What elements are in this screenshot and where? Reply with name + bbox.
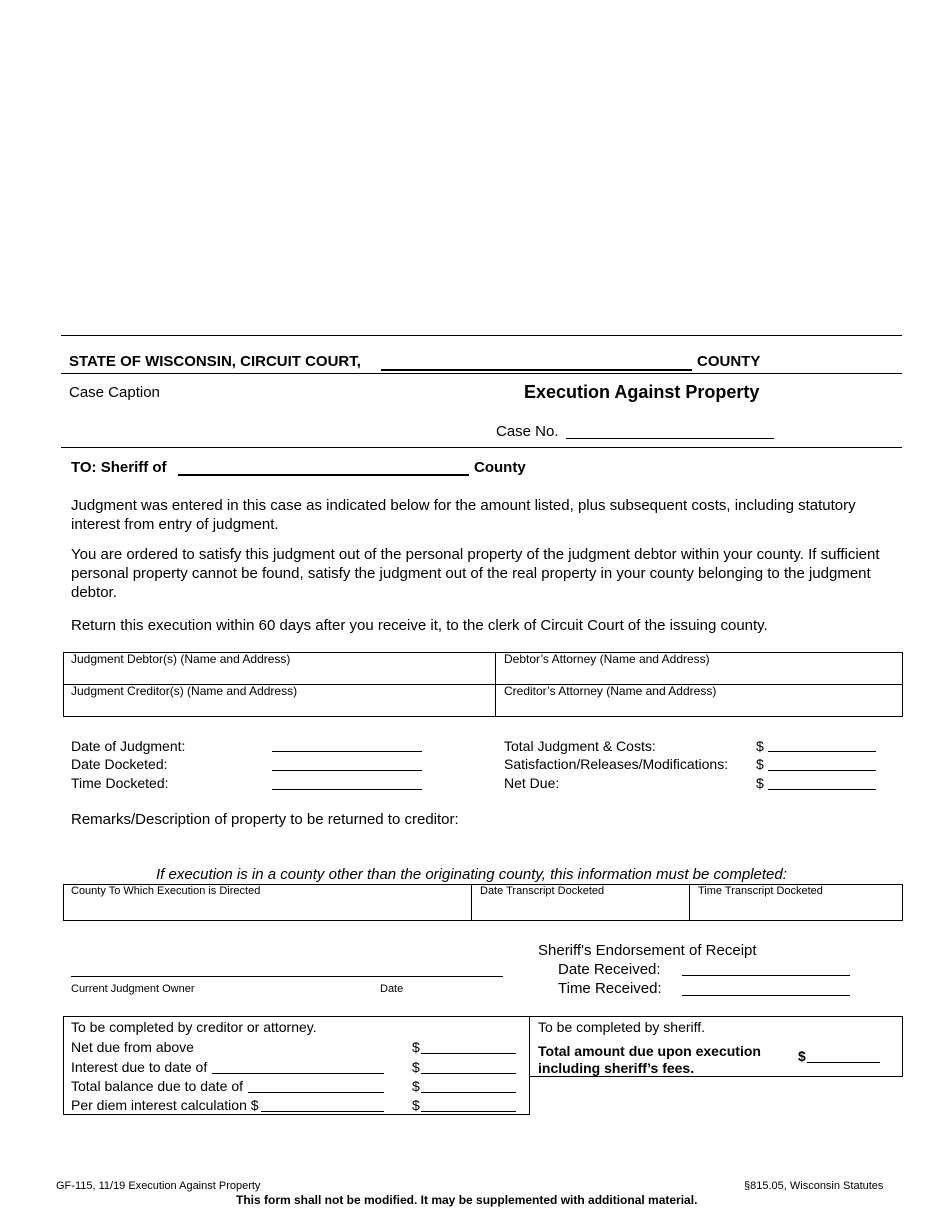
form-id: GF-115, 11/19 Execution Against Property: [56, 1180, 261, 1192]
modification-notice: This form shall not be modified. It may be supplemented with additional material.: [236, 1193, 698, 1207]
per-diem-rate-field[interactable]: [261, 1111, 384, 1112]
per-diem-label: Per diem interest calculation $: [71, 1097, 259, 1113]
total-judgment-label: Total Judgment & Costs:: [504, 738, 656, 754]
other-county-divider-2: [689, 884, 690, 921]
satisfaction-label: Satisfaction/Releases/Modifications:: [504, 756, 729, 772]
other-county-divider-1: [471, 884, 472, 921]
owner-date-label: Date: [380, 983, 404, 995]
interest-due-dollar: $: [412, 1059, 420, 1075]
date-transcript-field[interactable]: Date Transcript Docketed: [480, 885, 605, 897]
header-rule-3: [61, 447, 902, 448]
return-paragraph: Return this execution within 60 days after you receive it, to the clerk of Circuit Court of the issuing county.: [71, 617, 768, 634]
total-balance-dollar: $: [412, 1078, 420, 1094]
sheriff-total-label-1: Total amount due upon execution: [538, 1043, 761, 1059]
header-rule-2: [61, 373, 902, 374]
date-received-label: Date Received:: [558, 961, 661, 978]
debtor-attorney-field[interactable]: Debtor’s Attorney (Name and Address): [504, 652, 710, 666]
remarks-label: Remarks/Description of property to be returned to creditor:: [71, 811, 459, 828]
judgment-paragraph: Judgment was entered in this case as indicated below for the amount listed, plus subsequent costs, including statutory interest from entry of judgment.: [71, 497, 856, 533]
county-directed-field[interactable]: County To Which Execution is Directed: [71, 885, 261, 897]
total-judgment-field[interactable]: [768, 751, 876, 752]
satisfaction-dollar: $: [756, 756, 764, 772]
date-docketed-label: Date Docketed:: [71, 756, 168, 772]
time-received-field[interactable]: [682, 995, 850, 996]
time-received-label: Time Received:: [558, 980, 662, 997]
case-no-field[interactable]: [566, 438, 774, 439]
date-received-field[interactable]: [682, 975, 850, 976]
net-due-above-dollar: $: [412, 1039, 420, 1055]
judgment-creditor-field[interactable]: Judgment Creditor(s) (Name and Address): [71, 684, 298, 698]
sheriff-total-field[interactable]: [807, 1062, 880, 1063]
interest-due-field[interactable]: [421, 1073, 516, 1074]
date-docketed-field[interactable]: [272, 770, 422, 771]
statute-reference: §815.05, Wisconsin Statutes: [744, 1180, 884, 1192]
sheriff-total-label-2: including sheriff’s fees.: [538, 1060, 695, 1076]
total-judgment-dollar: $: [756, 738, 764, 754]
sheriff-section-title: To be completed by sheriff.: [538, 1019, 706, 1035]
sheriff-endorsement-title: Sheriff's Endorsement of Receipt: [538, 942, 757, 959]
sheriff-total-dollar: $: [798, 1048, 806, 1064]
judgment-owner-field[interactable]: [71, 976, 503, 977]
judgment-debtor-field[interactable]: Judgment Debtor(s) (Name and Address): [71, 652, 291, 666]
interest-date-field[interactable]: [212, 1073, 384, 1074]
per-diem-dollar: $: [412, 1097, 420, 1113]
time-transcript-field[interactable]: Time Transcript Docketed: [698, 885, 823, 897]
judgment-owner-label: Current Judgment Owner: [71, 983, 195, 995]
other-county-note: If execution is in a county other than the originating county, this information must be completed:: [156, 866, 787, 883]
net-due-above-label: Net due from above: [71, 1039, 194, 1055]
total-balance-label: Total balance due to date of: [71, 1078, 244, 1094]
net-due-field[interactable]: [768, 789, 876, 790]
court-county-field[interactable]: [381, 369, 692, 371]
per-diem-field[interactable]: [421, 1111, 516, 1112]
net-due-dollar: $: [756, 775, 764, 791]
sheriff-county-field[interactable]: [178, 474, 469, 476]
creditor-section-title: To be completed by creditor or attorney.: [71, 1019, 317, 1035]
date-of-judgment-label: Date of Judgment:: [71, 738, 186, 754]
case-caption-label: Case Caption: [69, 384, 160, 401]
form-title: Execution Against Property: [524, 382, 760, 402]
creditor-attorney-field[interactable]: Creditor’s Attorney (Name and Address): [504, 684, 717, 698]
date-of-judgment-field[interactable]: [272, 751, 422, 752]
order-paragraph: You are ordered to satisfy this judgment out of the personal property of the judgment debtor within your county. If sufficient personal property cannot be found, satisfy the judgment out of the real property in your county belonging to the judgment debtor.: [71, 546, 880, 601]
net-due-label: Net Due:: [504, 775, 560, 791]
court-label: STATE OF WISCONSIN, CIRCUIT COURT,: [69, 353, 361, 370]
time-docketed-field[interactable]: [272, 789, 422, 790]
time-docketed-label: Time Docketed:: [71, 775, 169, 791]
case-no-label: Case No.: [496, 423, 559, 440]
total-balance-field[interactable]: [421, 1092, 516, 1093]
net-due-above-field[interactable]: [421, 1053, 516, 1054]
satisfaction-field[interactable]: [768, 770, 876, 771]
to-sheriff-label: TO: Sheriff of: [71, 459, 167, 476]
total-balance-date-field[interactable]: [248, 1092, 384, 1093]
county-label: COUNTY: [697, 353, 761, 370]
to-county-label: County: [474, 459, 526, 476]
header-top-rule: [61, 335, 902, 336]
interest-due-label: Interest due to date of: [71, 1059, 208, 1075]
